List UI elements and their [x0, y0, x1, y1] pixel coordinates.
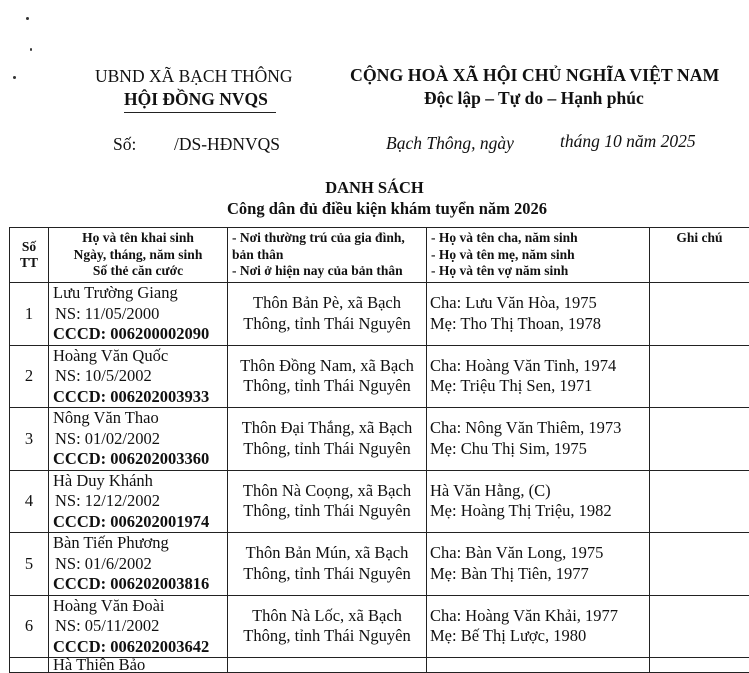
citizen-list-table: [9, 227, 749, 673]
citizen-id-number: CCCD: 006202003816: [53, 574, 227, 595]
address-line-2: Thông, tỉnh Thái Nguyên: [228, 501, 426, 522]
citizen-cell: [49, 595, 228, 658]
row-number: 3: [10, 408, 49, 471]
address-cell: [228, 658, 427, 673]
row-number: 5: [10, 533, 49, 596]
table-row: [10, 408, 749, 471]
row-number: 6: [10, 595, 49, 658]
citizen-birthdate: NS: 10/5/2002: [53, 366, 227, 387]
mother-info: Mẹ: Bàn Thị Tiên, 1977: [430, 564, 649, 585]
nation-motto: Độc lập – Tự do – Hạnh phúc: [424, 88, 644, 109]
parents-cell: [427, 595, 650, 658]
address-line-1: Thôn Bản Mún, xã Bạch: [228, 543, 426, 564]
citizen-birthdate: NS: 12/12/2002: [53, 491, 227, 512]
address-line-1: Thôn Đại Thắng, xã Bạch: [228, 418, 426, 439]
citizen-id-number: CCCD: 006200002090: [53, 324, 227, 345]
table-row: [10, 470, 749, 533]
note-cell: [650, 533, 749, 596]
parents-cell: [427, 345, 650, 408]
mother-info: Mẹ: Bế Thị Lược, 1980: [430, 626, 649, 647]
citizen-cell: [49, 470, 228, 533]
citizen-id-number: CCCD: 006202003933: [53, 387, 227, 408]
org-council-underline: [124, 112, 276, 113]
mother-info: Mẹ: Tho Thị Thoan, 1978: [430, 314, 649, 335]
father-info: Cha: Hoàng Văn Khải, 1977: [430, 606, 649, 627]
note-cell: [650, 283, 749, 346]
address-cell: [228, 533, 427, 596]
address-line-2: Thông, tỉnh Thái Nguyên: [228, 376, 426, 397]
note-cell: [650, 470, 749, 533]
header-note: Ghi chú: [650, 228, 749, 283]
row-number: [10, 658, 49, 673]
father-info: Cha: Lưu Văn Hòa, 1975: [430, 293, 649, 314]
parents-cell: [427, 283, 650, 346]
header-parents: - Họ và tên cha, năm sinh - Họ và tên mẹ, năm sinh - Họ và tên vợ năm sinh: [427, 228, 650, 283]
address-line-1: Thôn Nà Lốc, xã Bạch: [228, 606, 426, 627]
table-row: [10, 595, 749, 658]
citizen-name: Hà Duy Khánh: [53, 471, 227, 492]
address-cell: [228, 595, 427, 658]
row-number: 4: [10, 470, 49, 533]
citizen-cell: [49, 533, 228, 596]
citizen-cell: [49, 408, 228, 471]
father-info: Cha: Nông Văn Thiêm, 1973: [430, 418, 649, 439]
address-line-2: Thông, tỉnh Thái Nguyên: [228, 626, 426, 647]
citizen-name: Nông Văn Thao: [53, 408, 227, 429]
address-cell: [228, 283, 427, 346]
citizen-name: Hoàng Văn Đoài: [53, 596, 227, 617]
header-address: - Nơi thường trú của gia đình, bản thân - Nơi ở hiện nay của bản thân: [228, 228, 427, 283]
citizen-birthdate: NS: 01/6/2002: [53, 554, 227, 575]
mother-info: Mẹ: Hoàng Thị Triệu, 1982: [430, 501, 649, 522]
parents-cell: [427, 658, 650, 673]
table-row-partial: [10, 658, 749, 673]
citizen-id-number: CCCD: 006202003360: [53, 449, 227, 470]
note-cell: [650, 595, 749, 658]
table-row: [10, 283, 749, 346]
father-info: Cha: Bàn Văn Long, 1975: [430, 543, 649, 564]
address-line-2: Thông, tỉnh Thái Nguyên: [228, 564, 426, 585]
citizen-id-number: CCCD: 006202003642: [53, 637, 227, 658]
note-cell: [650, 345, 749, 408]
address-line-2: Thông, tỉnh Thái Nguyên: [228, 314, 426, 335]
address-cell: [228, 345, 427, 408]
table-row: [10, 345, 749, 408]
citizen-birthdate: NS: 11/05/2000: [53, 304, 227, 325]
father-info: Cha: Hoàng Văn Tinh, 1974: [430, 356, 649, 377]
doc-date-place: Bạch Thông, ngày: [386, 133, 514, 154]
row-number: 2: [10, 345, 49, 408]
address-line-1: Thôn Bản Pè, xã Bạch: [228, 293, 426, 314]
doc-date-month-year: tháng 10 năm 2025: [560, 131, 696, 152]
org-council: HỘI ĐỒNG NVQS: [124, 89, 268, 110]
document-title: DANH SÁCH: [0, 178, 749, 198]
note-cell: [650, 408, 749, 471]
citizen-cell: [49, 283, 228, 346]
citizen-birthdate: NS: 01/02/2002: [53, 429, 227, 450]
parents-cell: [427, 533, 650, 596]
doc-number-label: Số:: [113, 134, 136, 155]
address-cell: [228, 408, 427, 471]
citizen-cell: [49, 345, 228, 408]
address-line-1: Thôn Đồng Nam, xã Bạch: [228, 356, 426, 377]
address-line-1: Thôn Nà Coọng, xã Bạch: [228, 481, 426, 502]
father-info: Hà Văn Hằng, (C): [430, 481, 649, 502]
parents-cell: [427, 408, 650, 471]
nation-title: CỘNG HOÀ XÃ HỘI CHỦ NGHĨA VIỆT NAM: [350, 65, 719, 86]
citizen-name: Hà Thiên Bảo: [49, 658, 228, 673]
document-subtitle: Công dân đủ điều kiện khám tuyển năm 2026: [0, 199, 749, 219]
mother-info: Mẹ: Chu Thị Sim, 1975: [430, 439, 649, 460]
parents-cell: [427, 470, 650, 533]
org-name: UBND XÃ BẠCH THÔNG: [95, 66, 293, 87]
table-row: [10, 533, 749, 596]
citizen-birthdate: NS: 05/11/2002: [53, 616, 227, 637]
header-stt: Số TT: [10, 228, 49, 283]
mother-info: Mẹ: Triệu Thị Sen, 1971: [430, 376, 649, 397]
citizen-name: Bàn Tiến Phương: [53, 533, 227, 554]
doc-number-value: /DS-HĐNVQS: [174, 134, 280, 155]
citizen-name: Lưu Trường Giang: [53, 283, 227, 304]
row-number: 1: [10, 283, 49, 346]
address-line-2: Thông, tỉnh Thái Nguyên: [228, 439, 426, 460]
header-name: Họ và tên khai sinh Ngày, tháng, năm sinh Số thẻ căn cước: [49, 228, 228, 283]
address-cell: [228, 470, 427, 533]
note-cell: [650, 658, 749, 673]
citizen-name: Hoàng Văn Quốc: [53, 346, 227, 367]
citizen-id-number: CCCD: 006202001974: [53, 512, 227, 533]
table-header-row: [10, 228, 749, 283]
